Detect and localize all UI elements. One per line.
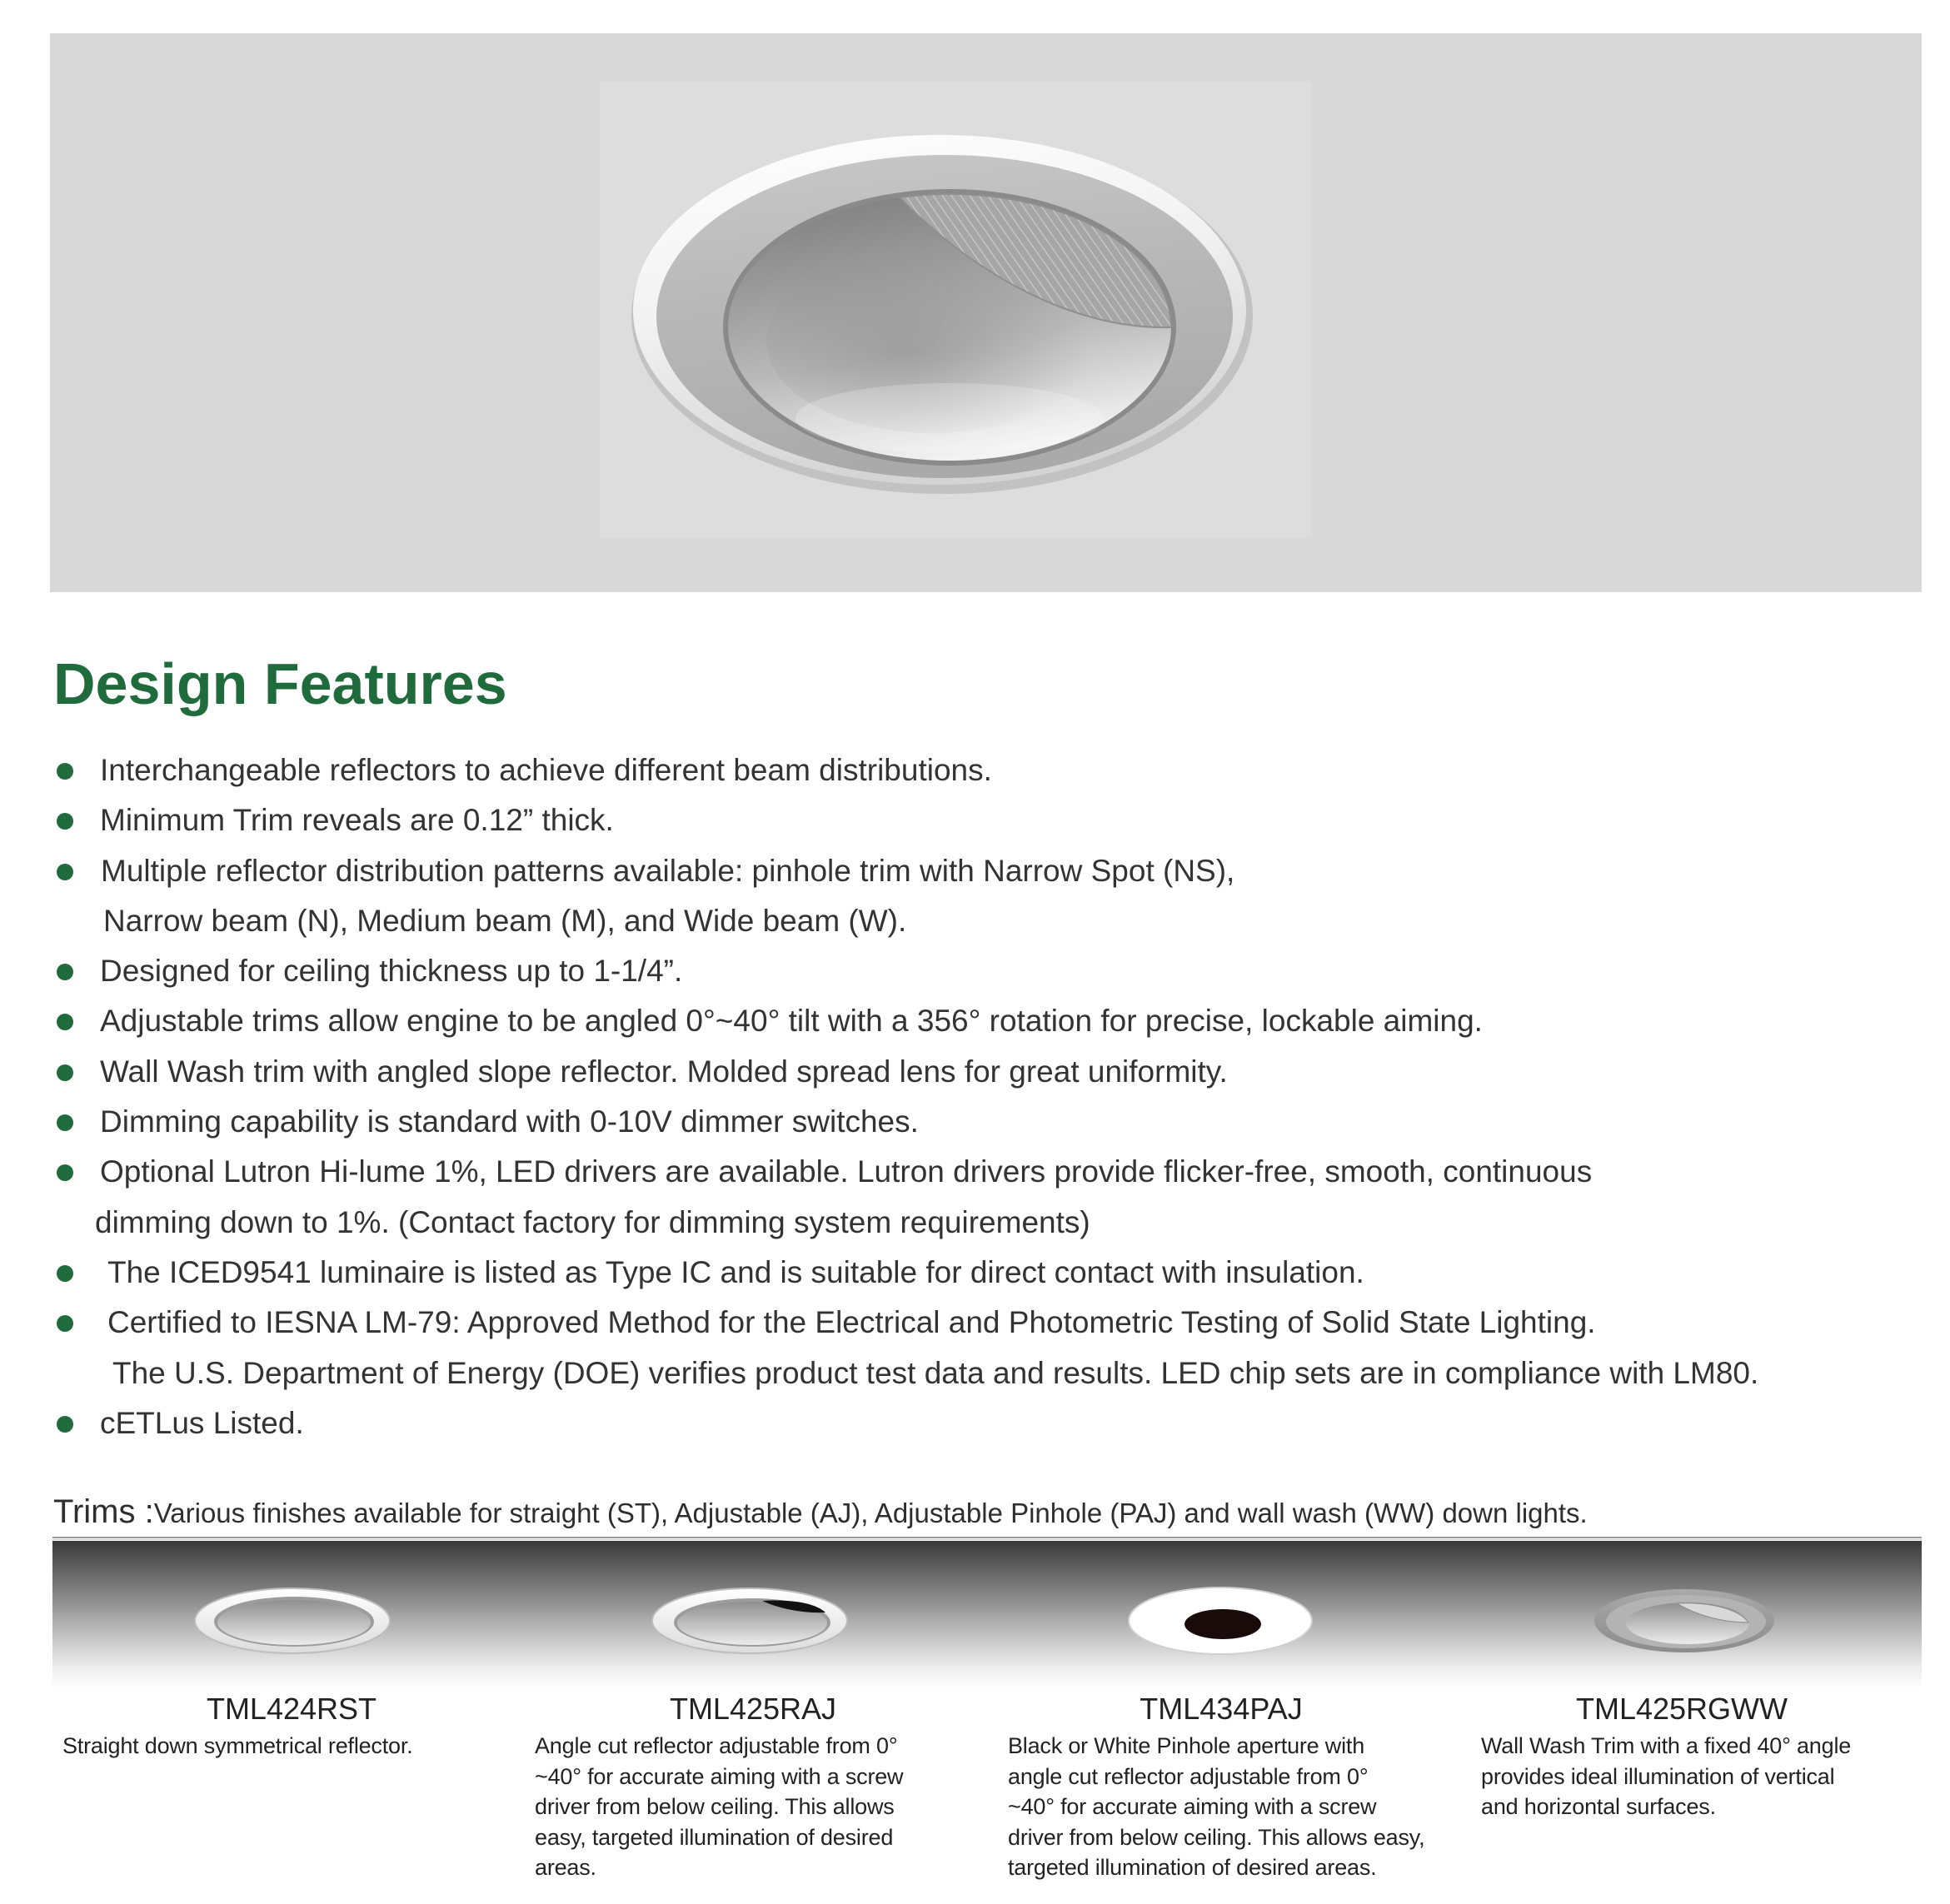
feature-item: [0, 795, 1950, 845]
product-description: [535, 1731, 903, 1883]
bullet-icon: [57, 1114, 73, 1131]
feature-text: Interchangeable reflectors to achieve different beam distributions.: [100, 753, 992, 787]
description-line: Angle cut reflector adjustable from 0°: [535, 1733, 898, 1758]
bullet-icon: [57, 1064, 73, 1081]
feature-item: [0, 1298, 1950, 1398]
feature-text: Dimming capability is standard with 0-10V dimmer switches.: [100, 1104, 919, 1139]
feature-text: Optional Lutron Hi-lume 1%, LED drivers are available. Lutron drivers provide flicker-free, smooth, continuous: [100, 1154, 1593, 1189]
feature-text: The U.S. Department of Energy (DOE) verifies product test data and results. LED chip sets are in compliance with LM80.: [112, 1355, 1759, 1390]
bullet-icon: [57, 1265, 73, 1282]
feature-text: dimming down to 1%. (Contact factory for dimming system requirements): [95, 1204, 1090, 1239]
description-line: ~40° for accurate aiming with a screw: [1008, 1794, 1377, 1819]
description-line: Black or White Pinhole aperture with: [1008, 1733, 1365, 1758]
product-model: TML425RGWW: [1575, 1692, 1788, 1726]
trim-tml434paj-image: [1129, 1587, 1312, 1654]
feature-line: [0, 1398, 1950, 1448]
feature-line: [0, 846, 1950, 896]
trims-label: Trims :: [53, 1493, 154, 1530]
feature-text: Minimum Trim reveals are 0.12” thick.: [100, 803, 614, 838]
bullet-icon: [57, 964, 73, 980]
feature-item: [0, 946, 1950, 996]
feature-line: [0, 795, 1950, 845]
reflector-highlight: [795, 383, 1104, 453]
feature-line: [0, 1298, 1950, 1348]
product-description: [62, 1731, 412, 1762]
feature-item: [0, 1248, 1950, 1298]
trims-text: Various finishes available for straight (ST), Adjustable (AJ), Adjustable Pinhole (PAJ) and wall wash (WW) down lights.: [153, 1498, 1588, 1528]
feature-line: [0, 1097, 1950, 1147]
feature-line: [0, 946, 1950, 996]
section-title: Design Features: [53, 651, 507, 716]
product-model: TML434PAJ: [1140, 1692, 1303, 1726]
feature-item: [0, 1147, 1950, 1248]
divider-hairline: [52, 1539, 1922, 1540]
description-line: driver from below ceiling. This allows: [535, 1794, 895, 1819]
feature-line: [0, 1047, 1950, 1097]
bullet-icon: [57, 763, 73, 780]
feature-text: Adjustable trims allow engine to be angled 0°~40° tilt with a 356° rotation for precise, lockable aiming.: [100, 1004, 1483, 1039]
feature-line-continued: [0, 1348, 1950, 1398]
feature-text: Multiple reflector distribution patterns available: pinhole trim with Narrow Spot (NS),: [101, 853, 1235, 888]
bullet-icon: [57, 1164, 73, 1181]
bullet-icon: [57, 813, 73, 830]
product-description: [1481, 1731, 1851, 1822]
trim-tml425rgww-image: [1594, 1589, 1774, 1652]
feature-item: [0, 1398, 1950, 1448]
description-line: provides ideal illumination of vertical: [1481, 1763, 1835, 1789]
hero-product-photo: [50, 33, 1922, 592]
description-line: Straight down symmetrical reflector.: [62, 1733, 413, 1758]
feature-item: [0, 996, 1950, 1046]
trim-tml424rst-image: [195, 1588, 390, 1653]
trim-tml425raj-image: [652, 1588, 847, 1653]
feature-item: [0, 1097, 1950, 1147]
bullet-icon: [57, 1014, 73, 1030]
pinhole-aperture: [1184, 1609, 1261, 1639]
feature-line-continued: [0, 1198, 1950, 1248]
description-line: Wall Wash Trim with a fixed 40° angle: [1481, 1733, 1852, 1758]
feature-text: Narrow beam (N), Medium beam (M), and Wide beam (W).: [103, 903, 907, 938]
bullet-icon: [57, 1416, 73, 1433]
feature-list: [0, 745, 1950, 1448]
product-model: TML425RAJ: [669, 1692, 837, 1726]
feature-item: [0, 846, 1950, 947]
description-line: and horizontal surfaces.: [1481, 1794, 1716, 1819]
bullet-icon: [57, 864, 73, 880]
reflector-cone: [217, 1600, 371, 1645]
trim-gallery-images: [52, 1541, 1922, 1689]
feature-line-continued: [0, 896, 1950, 946]
description-line: areas.: [535, 1855, 596, 1880]
feature-text: Designed for ceiling thickness up to 1-1/4”.: [100, 954, 683, 989]
description-line: driver from below ceiling. This allows easy,: [1008, 1824, 1425, 1850]
description-line: angle cut reflector adjustable from 0°: [1008, 1763, 1369, 1789]
feature-item: [0, 1047, 1950, 1097]
feature-text: Certified to IESNA LM-79: Approved Method for the Electrical and Photometric Testing of Solid State Lighting.: [107, 1305, 1596, 1340]
product-description: [1008, 1731, 1424, 1883]
bullet-icon: [57, 1315, 73, 1332]
divider: [52, 1537, 1922, 1538]
feature-text: cETLus Listed.: [100, 1405, 304, 1440]
product-model: TML424RST: [206, 1692, 377, 1726]
feature-line: [0, 1248, 1950, 1298]
feature-text: Wall Wash trim with angled slope reflector. Molded spread lens for great uniformity.: [100, 1054, 1228, 1089]
description-line: easy, targeted illumination of desired: [535, 1824, 894, 1850]
description-line: ~40° for accurate aiming with a screw: [535, 1763, 904, 1789]
feature-text: The ICED9541 luminaire is listed as Type IC and is suitable for direct contact with insulation.: [107, 1254, 1364, 1289]
feature-line: [0, 996, 1950, 1046]
feature-line: [0, 745, 1950, 795]
downlight-fixture-illustration: [50, 33, 1922, 592]
feature-line: [0, 1147, 1950, 1197]
description-line: targeted illumination of desired areas.: [1008, 1855, 1377, 1880]
feature-item: [0, 745, 1950, 795]
trims-caption: [53, 1491, 1588, 1533]
